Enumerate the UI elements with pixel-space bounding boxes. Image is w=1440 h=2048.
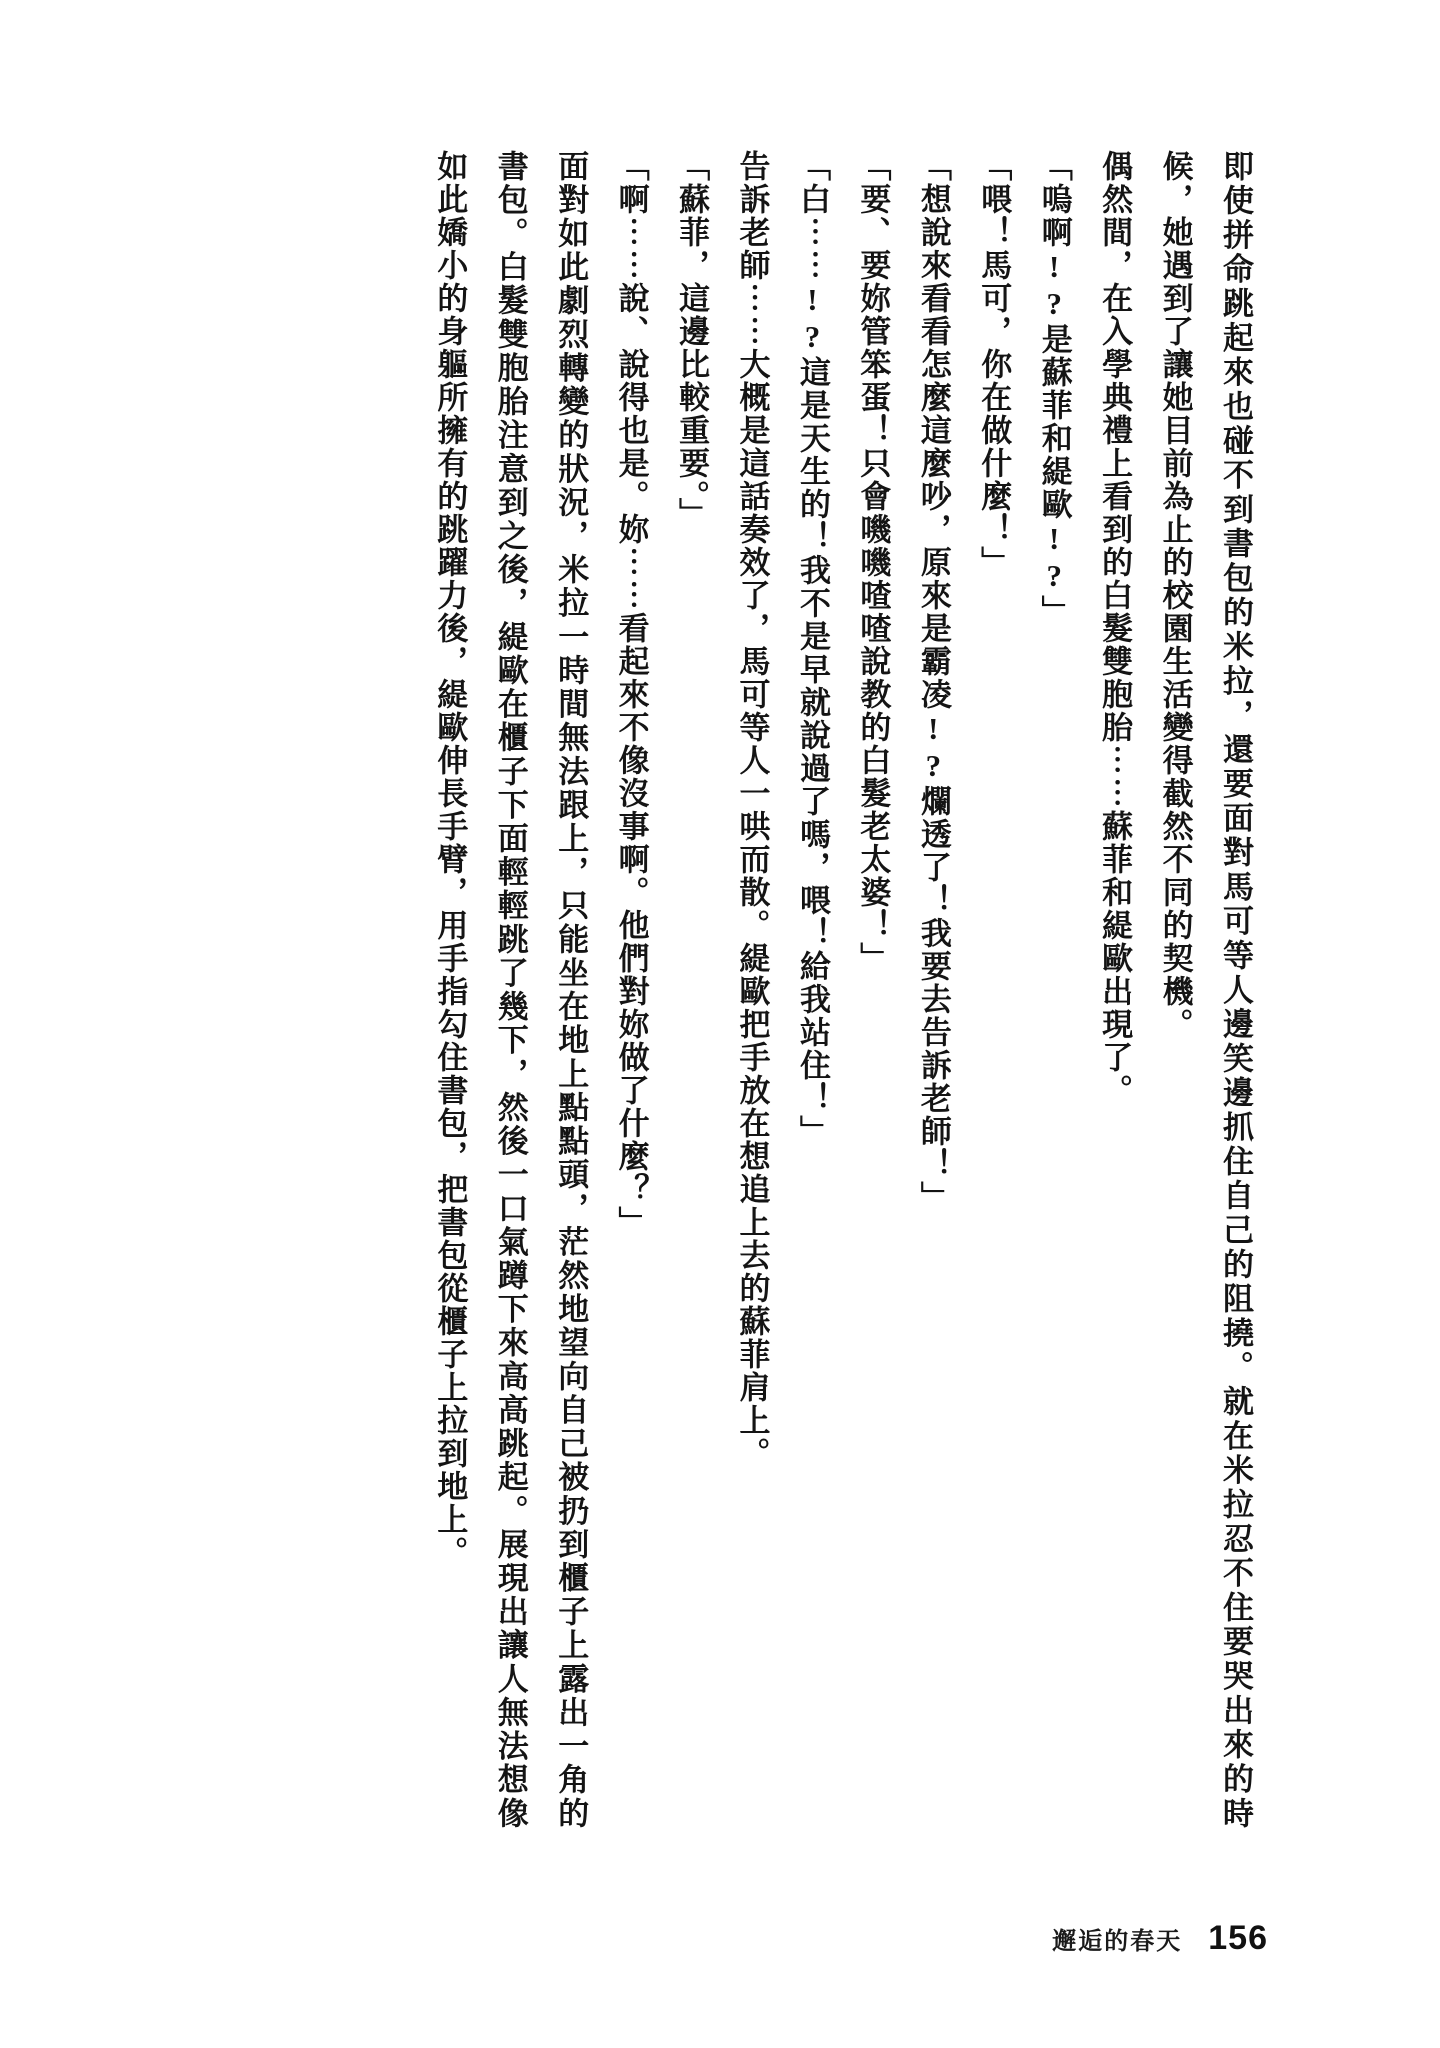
- paragraph: 「嗚啊!?是蘇菲和緹歐!?」: [1036, 150, 1072, 628]
- page-number: 156: [1208, 1919, 1268, 1957]
- paragraph: 「蘇菲，這邊比較重要。」: [674, 150, 710, 531]
- paragraph: 「要、要妳管笨蛋！只會嘰嘰喳喳說教的白髮老太婆！」: [855, 150, 891, 975]
- paragraph: 「想說來看看怎麼這麼吵，原來是霸凌!?爛透了！我要去告訴老師！」: [915, 150, 951, 1214]
- paragraph: 「啊⋯⋯說、說得也是。妳⋯⋯看起來不像沒事啊。他們對妳做了什麼？」: [613, 150, 649, 1239]
- paragraph: 即使拼命跳起來也碰不到書包的米拉，還要面對馬可等人邊笑邊抓住自己的阻撓。就在米拉忍不住要哭出來的時候，她遇到了讓她目前為止的校園生活變得截然不同的契機。: [1157, 150, 1253, 1830]
- page-footer: [1052, 1919, 1268, 1958]
- paragraph: 偶然間，在入學典禮上看到的白髮雙胞胎⋯⋯蘇菲和緹歐出現了。: [1097, 150, 1133, 1107]
- paragraph: 面對如此劇烈轉變的狀況，米拉一時間無法跟上，只能坐在地上點點頭，茫然地望向自己被扔到櫃子上露出一角的書包。白髮雙胞胎注意到之後，緹歐在櫃子下面輕輕跳了幾下，然後一口氣蹲下來高高跳起。展現出讓人無法想像如此嬌小的身軀所擁有的跳躍力後，緹歐伸長手臂，用手指勾住書包，把書包從櫃子上拉到地上。: [432, 150, 589, 1830]
- paragraph: 「白⋯⋯!?這是天生的！我不是早就說過了嗎，喂！給我站住！」: [794, 150, 830, 1148]
- paragraph: 告訴老師⋯⋯大概是這話奏效了，馬可等人一哄而散。緹歐把手放在想追上去的蘇菲肩上。: [734, 150, 770, 1470]
- paragraph: 「喂！馬可，你在做什麼！」: [976, 150, 1012, 579]
- body-text-block: [145, 150, 1265, 1830]
- running-title: 邂逅的春天: [1052, 1929, 1183, 1955]
